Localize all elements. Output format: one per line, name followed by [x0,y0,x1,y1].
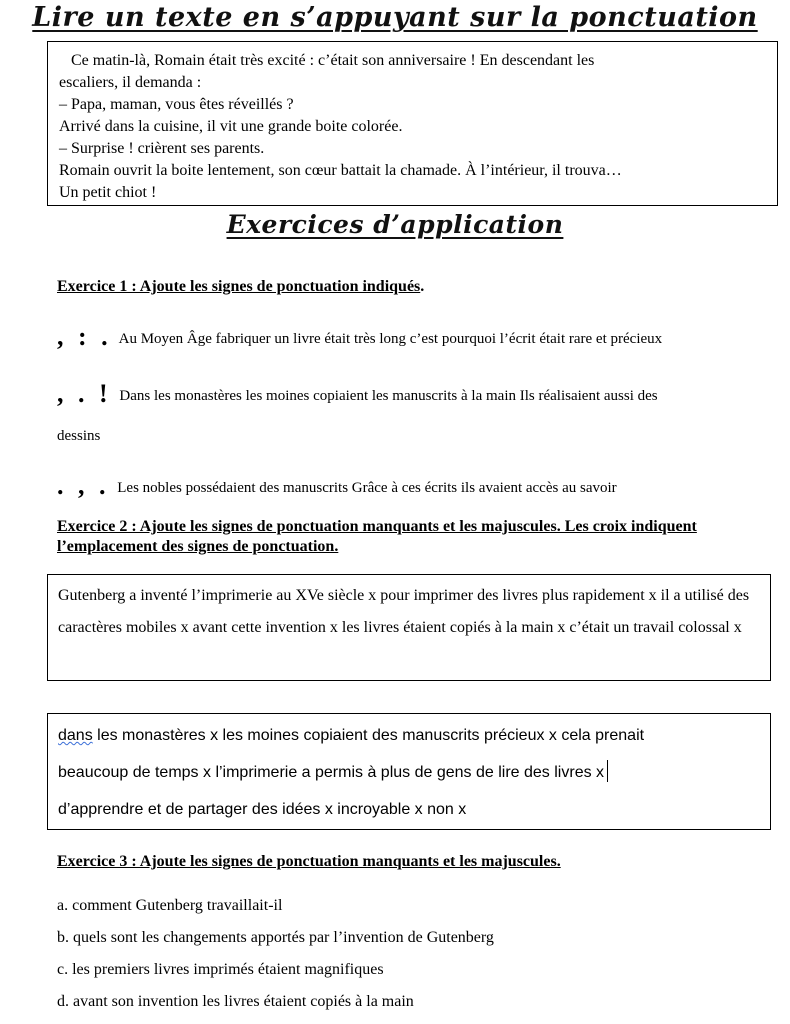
exercise3-heading-text: Exercice 3 : Ajoute les signes de ponctuation manquants et les majuscules. [57,853,561,870]
exercise2-box2-text: beaucoup de temps x l’imprimerie a permis à plus de gens de lire des livres x [58,764,605,781]
story-text-box [47,41,778,206]
story-line-text: Ce matin-là, Romain était très excité : c’était son anniversaire ! En descendant les [71,52,595,69]
exercise2-box2-text: les monastères x les moines copiaient des manuscrits précieux x cela prenait [92,727,645,744]
exercise1-heading-text: Exercice 1 : Ajoute les signes de ponctuation indiqués [57,278,421,295]
exercise1-sentence: Les nobles possédaient des manuscrits Grâce à ces écrits ils avaient accès au savoir [117,480,617,496]
punctuation-marks: , : . [57,322,112,351]
spellcheck-flagged-word[interactable]: dans [58,727,93,744]
text-cursor [607,760,608,782]
story-line: Arrivé dans la cuisine, il vit une grande boite colorée. [59,118,403,135]
exercise1-item [57,322,662,352]
story-line: Un petit chiot ! [59,184,157,201]
exercise1-item [57,471,617,501]
exercise2-heading [57,517,757,557]
story-line [59,50,767,72]
exercise2-box2-line: d’apprendre et de partager des idées x incroyable x non x [58,801,467,818]
exercise2-text-box-2[interactable] [47,713,771,830]
exercise3-item: c. les premiers livres imprimés étaient magnifiques [57,961,384,978]
punctuation-marks: . , . [57,471,110,500]
page-title [0,2,790,33]
exercise2-text-box-1[interactable]: Gutenberg a inventé l’imprimerie au XVe siècle x pour imprimer des livres plus rapidement x il a utilisé des caractères mobiles x avant cette invention x les livres étaient copiés à la main x c’était un travail colossal x [47,574,771,681]
section-subtitle-text: Exercices d’application [226,210,564,239]
punctuation-marks: , . ! [57,379,112,408]
exercise1-sentence: Dans les monastères les moines copiaient les manuscrits à la main Ils réalisaient aussi des [119,388,658,404]
page-title-text: Lire un texte en s’appuyant sur la ponctuation [32,2,758,33]
exercise1-heading [57,277,424,297]
exercise3-item: a. comment Gutenberg travaillait-il [57,897,283,914]
section-subtitle [0,210,790,239]
exercise1-sentence-continuation: dessins [57,428,101,444]
story-line: – Papa, maman, vous êtes réveillés ? [59,96,294,113]
exercise1-sentence: Au Moyen Âge fabriquer un livre était très long c’est pourquoi l’écrit était rare et précieux [118,331,663,347]
exercise2-box2-line [58,717,762,754]
exercise3-item: b. quels sont les changements apportés par l’invention de Gutenberg [57,929,494,946]
exercise3-heading [57,852,561,872]
exercise3-item: d. avant son invention les livres étaient copiés à la main [57,993,414,1010]
story-line: escaliers, il demanda : [59,74,202,91]
story-line: Romain ouvrit la boite lentement, son cœur battait la chamade. À l’intérieur, il trouva… [59,162,622,179]
exercise2-heading-text: Exercice 2 : Ajoute les signes de ponctuation manquants et les majuscules. Les croix indiquent l’emplacement des signes de ponctuation. [57,518,697,555]
exercise2-box2-line [58,754,762,791]
exercise1-item [57,379,658,409]
story-line: – Surprise ! crièrent ses parents. [59,140,265,157]
exercise1-heading-period: . [420,278,425,295]
